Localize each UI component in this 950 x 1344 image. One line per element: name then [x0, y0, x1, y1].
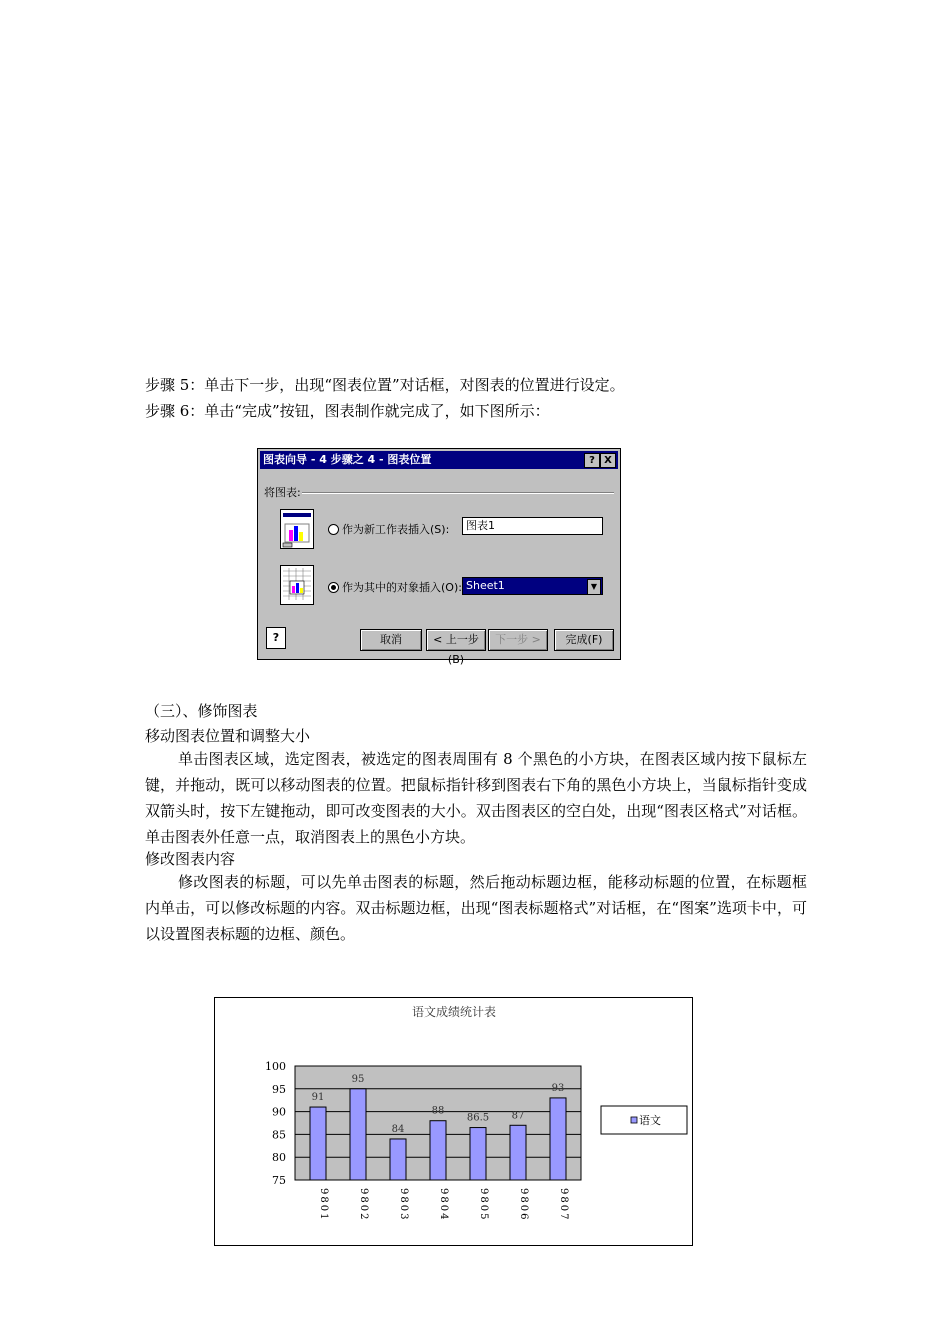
data-label: 88	[431, 1105, 445, 1117]
sheet-select[interactable]	[462, 577, 603, 595]
step5-text: 步骤 5：单击下一步，出现“图表位置”对话框，对图表的位置进行设定。	[145, 376, 625, 394]
x-tick-label: 9802	[358, 1188, 369, 1222]
data-label: 87	[511, 1110, 525, 1122]
data-label: 91	[311, 1092, 325, 1104]
y-tick-label: 85	[272, 1128, 286, 1142]
chart-area[interactable]	[214, 997, 693, 1246]
y-tick-label: 95	[272, 1082, 286, 1096]
chart-sheet-icon	[280, 509, 314, 549]
group-label: 将图表:	[264, 486, 301, 499]
data-label: 84	[391, 1123, 405, 1135]
subheading-modify-content: 修改图表内容	[145, 850, 236, 868]
close-button[interactable]: X	[600, 453, 616, 468]
chart-title: 语文成绩统计表	[411, 1005, 497, 1019]
y-tick-label: 75	[272, 1174, 286, 1187]
bar	[550, 1098, 566, 1180]
x-tick-label: 9803	[398, 1188, 409, 1222]
embedded-object-radio[interactable]	[328, 582, 339, 593]
new-sheet-name-input[interactable]: 图表1	[462, 517, 603, 535]
subheading-move-resize: 移动图表位置和调整大小	[145, 727, 311, 745]
back-button[interactable]: < 上一步(B)	[426, 629, 486, 651]
x-tick-label: 9807	[558, 1188, 569, 1222]
bar	[430, 1121, 446, 1180]
embedded-object-label: 作为其中的对象插入(O):	[342, 581, 462, 594]
embedded-object-icon	[280, 565, 314, 605]
bar	[310, 1107, 326, 1180]
bar	[390, 1139, 406, 1180]
paragraph-move-resize: 单击图表区域，选定图表，被选定的图表周围有 8 个黑色的小方块，在图表区域内按下鼠标左键，并拖动，既可以移动图表的位置。把鼠标指针移到图表右下角的黑色小方块上，当鼠标指针变成双箭头时，按下左键拖动，即可改变图表的大小。双击图表区的空白处，出现“图表区格式”对话框。单击图表外任意一点，取消图表上的黑色小方块。	[145, 750, 807, 846]
dropdown-arrow-icon[interactable]: ▼	[587, 579, 601, 595]
dialog-title-bar	[260, 451, 618, 469]
bar	[350, 1089, 366, 1180]
bar	[510, 1125, 526, 1180]
sheet-select-value: Sheet1	[466, 579, 505, 592]
y-tick-label: 90	[272, 1105, 286, 1119]
new-sheet-radio[interactable]	[328, 524, 339, 535]
y-tick-label: 100	[265, 1060, 286, 1073]
data-label: 95	[351, 1073, 365, 1085]
step6-text: 步骤 6：单击“完成”按钮，图表制作就完成了，如下图所示：	[145, 402, 550, 420]
bar-chart	[215, 998, 694, 1247]
dialog-title: 图表向导 - 4 步骤之 4 - 图表位置	[263, 453, 432, 466]
bar	[470, 1128, 486, 1180]
x-tick-label: 9804	[438, 1188, 449, 1222]
x-tick-label: 9801	[318, 1188, 329, 1222]
group-divider	[302, 492, 614, 494]
data-label: 86.5	[466, 1112, 490, 1124]
paragraph-modify-content: 修改图表的标题，可以先单击图表的标题，然后拖动标题边框，能移动标题的位置，在标题框内单击，可以修改标题的内容。双击标题边框，出现“图表标题格式”对话框，在“图案”选项卡中，可以设置图表标题的边框、颜色。	[145, 873, 807, 943]
next-button[interactable]: 下一步 >	[488, 629, 548, 651]
legend-swatch	[631, 1117, 637, 1123]
chart-location-dialog	[257, 448, 621, 666]
help-icon[interactable]: ?	[266, 627, 286, 649]
section-heading: （三）、修饰图表	[145, 702, 258, 720]
new-sheet-label: 作为新工作表插入(S):	[342, 523, 450, 536]
x-tick-label: 9806	[518, 1188, 529, 1222]
finish-button[interactable]: 完成(F)	[554, 629, 614, 651]
cancel-button[interactable]: 取消	[360, 629, 422, 651]
legend-label: 语文	[639, 1114, 661, 1127]
x-tick-label: 9805	[478, 1188, 489, 1222]
data-label: 93	[551, 1082, 565, 1094]
y-tick-label: 80	[272, 1151, 286, 1165]
help-title-button[interactable]: ?	[584, 453, 600, 468]
